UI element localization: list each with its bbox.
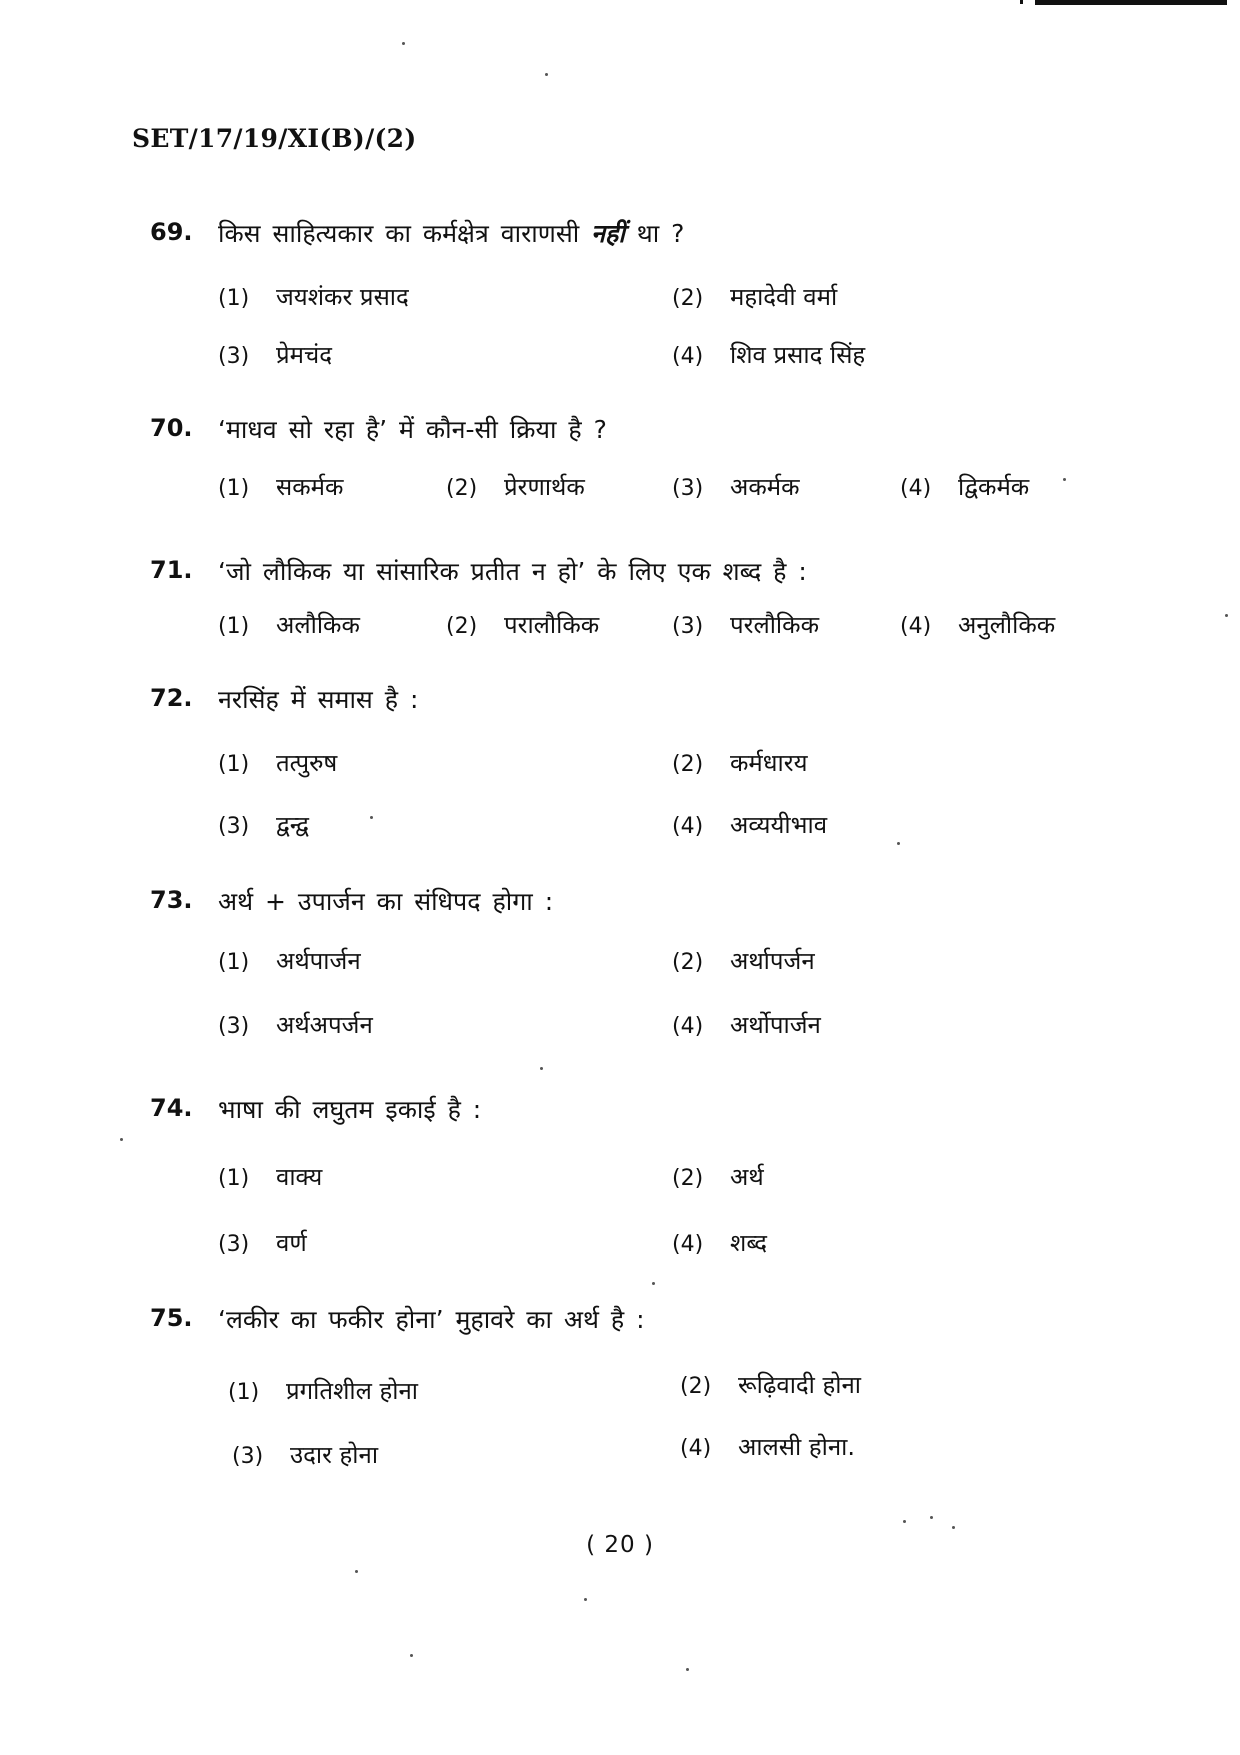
scan-speck bbox=[545, 73, 548, 76]
scan-speck bbox=[584, 1598, 587, 1601]
question-number: 70. bbox=[150, 414, 193, 442]
option-4[interactable] bbox=[672, 1008, 821, 1041]
option-4[interactable] bbox=[900, 608, 1055, 641]
option-number: (4) bbox=[672, 1232, 704, 1257]
question-stem bbox=[150, 410, 1110, 454]
question-number: 74. bbox=[150, 1094, 193, 1122]
scan-speck bbox=[120, 1138, 123, 1141]
option-number: (1) bbox=[228, 1380, 260, 1405]
option-3[interactable] bbox=[672, 470, 800, 503]
option-number: (2) bbox=[672, 950, 704, 975]
option-3[interactable] bbox=[232, 1438, 378, 1471]
question-70 bbox=[150, 410, 1110, 501]
option-text: प्रेरणार्थक bbox=[504, 473, 585, 501]
option-2[interactable] bbox=[672, 944, 815, 977]
question-stem bbox=[150, 680, 1110, 724]
option-number: (2) bbox=[672, 1166, 704, 1191]
option-text: रूढ़िवादी होना bbox=[738, 1371, 862, 1399]
option-text: प्रगतिशील होना bbox=[286, 1377, 418, 1405]
option-number: (3) bbox=[232, 1444, 264, 1469]
top-right-rule bbox=[1035, 0, 1227, 5]
question-number: 72. bbox=[150, 684, 193, 712]
option-2[interactable] bbox=[672, 746, 808, 779]
option-text: द्विकर्मक bbox=[958, 473, 1030, 501]
scan-speck bbox=[1063, 478, 1066, 481]
option-4[interactable] bbox=[672, 1226, 767, 1259]
option-number: (3) bbox=[672, 476, 704, 501]
option-text: उदार होना bbox=[290, 1441, 379, 1469]
option-text: अर्थ bbox=[730, 1163, 764, 1191]
option-number: (2) bbox=[446, 476, 478, 501]
option-number: (2) bbox=[446, 614, 478, 639]
option-number: (2) bbox=[672, 286, 704, 311]
option-number: (3) bbox=[218, 1014, 250, 1039]
option-text: अलौकिक bbox=[276, 611, 360, 639]
question-text-part: किस साहित्यकार का कर्मक्षेत्र वाराणसी bbox=[218, 219, 580, 248]
option-2[interactable] bbox=[446, 470, 585, 503]
option-text: तत्पुरुष bbox=[276, 749, 338, 777]
paper-code-header: SET/17/19/XI(B)/(2) bbox=[132, 124, 417, 153]
option-2[interactable] bbox=[672, 280, 837, 313]
question-text: ‘माधव सो रहा है’ में कौन-सी क्रिया है ? bbox=[218, 415, 607, 444]
option-number: (4) bbox=[680, 1436, 712, 1461]
option-text: अर्थपार्जन bbox=[276, 947, 361, 975]
option-number: (4) bbox=[900, 614, 932, 639]
option-3[interactable] bbox=[218, 338, 332, 371]
option-number: (4) bbox=[900, 476, 932, 501]
question-75 bbox=[150, 1300, 1110, 1469]
question-stem bbox=[150, 1090, 1110, 1134]
scan-speck bbox=[652, 1282, 655, 1285]
question-69 bbox=[150, 214, 1110, 369]
question-74 bbox=[150, 1090, 1110, 1257]
option-text: शिव प्रसाद सिंह bbox=[730, 341, 866, 369]
scan-speck bbox=[402, 42, 405, 45]
option-text: अव्ययीभाव bbox=[730, 811, 828, 839]
option-text: परालौकिक bbox=[504, 611, 600, 639]
option-text: महादेवी वर्मा bbox=[730, 283, 838, 311]
option-text: शब्द bbox=[730, 1229, 768, 1257]
option-number: (4) bbox=[672, 1014, 704, 1039]
option-number: (1) bbox=[218, 1166, 250, 1191]
page-number: ( 20 ) bbox=[586, 1532, 654, 1558]
question-text: भाषा की लघुतम इकाई है : bbox=[218, 1095, 482, 1124]
option-text: आलसी होना. bbox=[738, 1433, 855, 1461]
scan-speck bbox=[952, 1526, 955, 1529]
option-2[interactable] bbox=[672, 1160, 764, 1193]
scan-speck bbox=[903, 1520, 906, 1523]
option-4[interactable] bbox=[672, 338, 865, 371]
option-text: परलौकिक bbox=[730, 611, 820, 639]
question-stem bbox=[150, 882, 1110, 926]
option-3[interactable] bbox=[672, 608, 819, 641]
option-number: (3) bbox=[218, 344, 250, 369]
option-number: (1) bbox=[218, 286, 250, 311]
option-1[interactable] bbox=[218, 470, 343, 503]
question-number: 69. bbox=[150, 218, 193, 246]
question-stem bbox=[150, 214, 1110, 258]
option-text: अकर्मक bbox=[730, 473, 800, 501]
question-text: ‘लकीर का फकीर होना’ मुहावरे का अर्थ है : bbox=[218, 1305, 645, 1334]
question-number: 75. bbox=[150, 1304, 193, 1332]
option-1[interactable] bbox=[218, 944, 361, 977]
question-emphasis: नहीं bbox=[591, 219, 625, 248]
question-73 bbox=[150, 882, 1110, 1039]
option-1[interactable] bbox=[218, 608, 360, 641]
question-text: नरसिंह में समास है : bbox=[218, 685, 419, 714]
option-text: अर्थापर्जन bbox=[730, 947, 815, 975]
scan-speck bbox=[355, 1570, 358, 1573]
option-text: वर्ण bbox=[276, 1229, 307, 1257]
option-number: (1) bbox=[218, 614, 250, 639]
question-stem bbox=[150, 1300, 1110, 1344]
option-text: अर्थोपार्जन bbox=[730, 1011, 821, 1039]
option-number: (2) bbox=[672, 752, 704, 777]
option-2[interactable] bbox=[446, 608, 599, 641]
option-1[interactable] bbox=[218, 746, 337, 779]
option-number: (1) bbox=[218, 950, 250, 975]
question-text: ‘जो लौकिक या सांसारिक प्रतीत न हो’ के लिए एक शब्द है : bbox=[218, 557, 807, 586]
scan-speck bbox=[370, 816, 373, 819]
option-number: (4) bbox=[672, 814, 704, 839]
scan-speck bbox=[1225, 614, 1228, 617]
option-1[interactable] bbox=[218, 1160, 322, 1193]
question-number: 71. bbox=[150, 556, 193, 584]
question-stem bbox=[150, 552, 1110, 596]
option-text: जयशंकर प्रसाद bbox=[276, 283, 409, 311]
option-4[interactable] bbox=[900, 470, 1029, 503]
option-text: प्रेमचंद bbox=[276, 341, 332, 369]
option-number: (3) bbox=[218, 814, 250, 839]
option-1[interactable] bbox=[218, 280, 409, 313]
option-number: (3) bbox=[672, 614, 704, 639]
question-text-part: था ? bbox=[636, 219, 685, 248]
option-3[interactable] bbox=[218, 808, 309, 841]
option-4[interactable] bbox=[680, 1430, 855, 1463]
question-text bbox=[218, 216, 684, 250]
option-text: अनुलौकिक bbox=[958, 611, 1056, 639]
option-number: (4) bbox=[672, 344, 704, 369]
question-number: 73. bbox=[150, 886, 193, 914]
scan-speck bbox=[540, 1067, 543, 1070]
scan-speck bbox=[897, 842, 900, 845]
question-text: अर्थ + उपार्जन का संधिपद होगा : bbox=[218, 887, 554, 916]
option-2[interactable] bbox=[680, 1368, 861, 1401]
scan-speck bbox=[686, 1668, 689, 1671]
option-number: (2) bbox=[680, 1374, 712, 1399]
option-3[interactable] bbox=[218, 1226, 307, 1259]
option-number: (1) bbox=[218, 476, 250, 501]
question-72 bbox=[150, 680, 1110, 839]
option-text: कर्मधारय bbox=[730, 749, 808, 777]
scan-speck bbox=[410, 1654, 413, 1657]
top-right-tick bbox=[1020, 0, 1023, 4]
scan-speck bbox=[930, 1516, 933, 1519]
option-text: द्वन्द्व bbox=[276, 811, 309, 839]
option-3[interactable] bbox=[218, 1008, 373, 1041]
option-4[interactable] bbox=[672, 808, 827, 841]
option-text: वाक्य bbox=[276, 1163, 323, 1191]
option-text: अर्थअपर्जन bbox=[276, 1011, 373, 1039]
option-1[interactable] bbox=[228, 1374, 418, 1407]
option-number: (1) bbox=[218, 752, 250, 777]
option-number: (3) bbox=[218, 1232, 250, 1257]
option-text: सकर्मक bbox=[276, 473, 344, 501]
question-71 bbox=[150, 552, 1110, 639]
